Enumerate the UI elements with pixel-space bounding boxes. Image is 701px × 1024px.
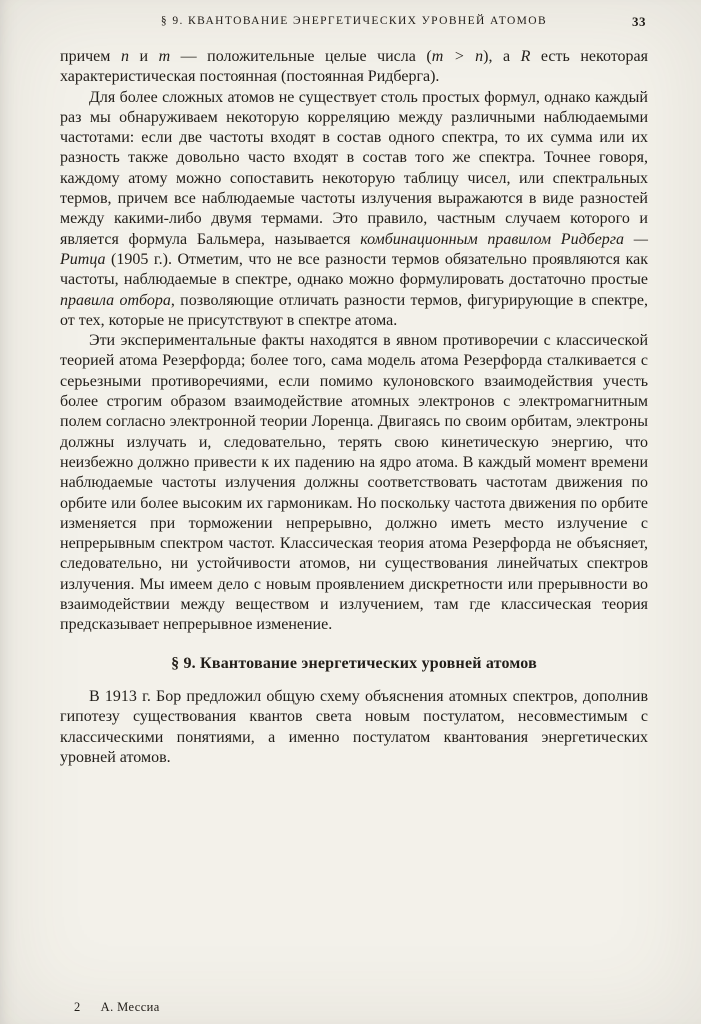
text-run: ), а — [483, 48, 521, 65]
page-body — [60, 47, 648, 768]
text-run: Для более сложных атомов не существует столь простых формул, однако каждый раз мы обнаруживаем некоторую корреляцию между различными наблюдаемыми частотами: если две частоты входят в состав одного спектра, то их сумма или их разность также довольно часто входят в состав того же спектра. Точнее говоря, каждому атому можно сопоставить некоторую таблицу чисел, или спектральных термов, причем все наблюдаемые частоты излучения выражаются в виде разностей между какими-либо двумя термами. Это правило, частным случаем которого и является формула Бальмера, называется — [60, 88, 648, 248]
text-run: , позволяющие отличать разности термов, фигурирующие в спектре, от тех, которые не присутствуют в спектре атома. — [60, 291, 649, 329]
text-run: и — [128, 48, 159, 65]
text-run: — положительные целые числа ( — [170, 48, 432, 65]
paragraph — [60, 687, 648, 768]
text-run: m — [158, 48, 171, 65]
author-name: А. Мессиа — [100, 1000, 160, 1014]
text-run: есть некоторая характеристическая постоянная (постоянная Ридберга). — [60, 48, 649, 86]
text-run: Эти экспериментальные факты находятся в явном противоречии с классической теорией атома Резерфорда; более того, сама модель атома Резерфорда сталкивается с серьезными противоречиями, если помимо кулоновского взаимодействия учесть более строгим образом взаимодействие атомных электронов с электромагнитным полем согласно электронной теории Лоренца. Двигаясь по своим орбитам, электроны должны излучать и, следовательно, терять свою кинетическую энергию, что неизбежно должно привести к их падению на ядро атома. В каждый момент времени наблюдаемые частоты излучения должны соответствовать частотам движения по орбите или более высоким их гармоникам. Но поскольку частота движения по орбите изменяется при торможении непрерывно, должно иметь место излучение с непрерывным спектром частот. Классическая теория атома Резерфорда не объясняет, следовательно, ни устойчивости атомов, ни существования линейчатых спектров излучения. Мы имеем дело с новым проявлением дискретности или прерывности во взаимодействии между веществом и излучением, там где классическая теория предсказывает непрерывное изменение. — [60, 332, 648, 634]
text-run: правила отбора — [60, 291, 171, 309]
paragraph — [60, 331, 648, 635]
page-number: 33 — [632, 14, 646, 29]
text-run: причем — [60, 48, 121, 65]
page-footer — [74, 1000, 160, 1015]
running-head — [60, 15, 648, 33]
running-title: § 9. КВАНТОВАНИЕ ЭНЕРГЕТИЧЕСКИХ УРОВНЕЙ АТОМОВ — [160, 15, 548, 27]
text-run: n — [120, 48, 129, 65]
text-run: комбинационным правилом Ридберга — Ритца — [60, 230, 648, 268]
text-run: (1905 г.). Отметим, что не все разности термов обязательно проявляются как частоты, наблюдаемые в спектре, однако можно формулировать достаточно простые — [60, 250, 648, 289]
section-heading: § 9. Квантование энергетических уровней атомов — [171, 654, 537, 672]
text-run: m > n — [431, 48, 484, 65]
text-run: В 1913 г. Бор предложил общую схему объяснения атомных спектров, дополнив гипотезу существования квантов света новым постулатом, несовместимым с классическими понятиями, а именно постулатом квантования энергетических уровней атомов. — [60, 687, 648, 766]
signature-number: 2 — [74, 1000, 81, 1014]
paragraph — [60, 47, 648, 88]
text-run: R — [520, 48, 531, 65]
paragraph — [60, 88, 648, 332]
